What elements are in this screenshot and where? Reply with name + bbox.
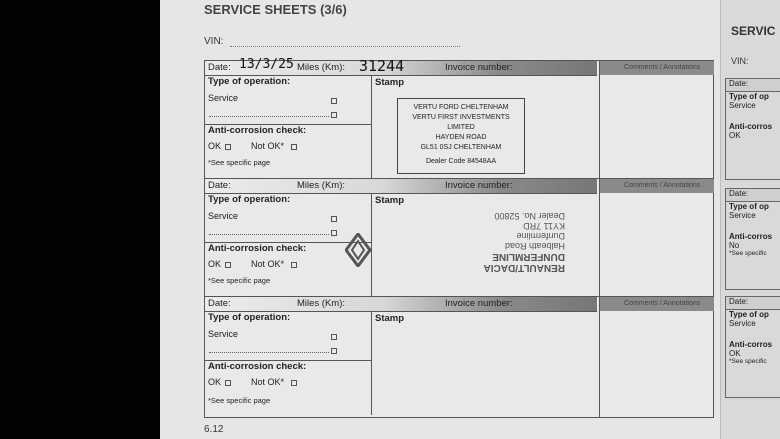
- stamp-line-3: HAYDEN ROAD: [435, 134, 487, 141]
- next-page-vin: VIN:: [731, 56, 749, 66]
- date-label: Date:: [208, 298, 231, 309]
- stamp-line-2: VERTU FIRST INVESTMENTS LIMITED: [412, 114, 510, 131]
- handwritten-date: 13/3/25: [239, 57, 294, 72]
- stamp-label: Stamp: [375, 195, 405, 206]
- ok-label: OK: [208, 377, 222, 387]
- renault-dealer-stamp: [385, 203, 565, 273]
- other-checkbox[interactable]: [331, 230, 337, 236]
- dealer-stamp: [397, 98, 525, 174]
- comments-column: [599, 297, 714, 417]
- invoice-label: Invoice number:: [445, 180, 513, 191]
- service-checkbox[interactable]: [331, 216, 337, 222]
- handwritten-miles: 31244: [359, 57, 405, 75]
- stamp-line-1: VERTU FORD CHELTENHAM: [413, 104, 509, 111]
- comments-header: Comments / Annotations: [600, 61, 714, 75]
- invoice-label: Invoice number:: [445, 298, 513, 309]
- service-entry-3: [204, 296, 714, 418]
- ren-stamp-line-1: RENAULT/DACIA: [483, 262, 565, 273]
- ren-stamp-line-4: Dunfermline: [516, 231, 565, 241]
- next-ok-label: OK: [729, 131, 741, 140]
- next-ok-label: OK: [729, 349, 741, 358]
- other-operation-line[interactable]: [209, 352, 329, 353]
- stamp-label: Stamp: [375, 77, 405, 88]
- miles-label: Miles (Km):: [297, 180, 346, 191]
- entry-header: [205, 297, 597, 312]
- ok-checkbox[interactable]: [225, 380, 231, 386]
- service-entry-2: [204, 178, 714, 298]
- anti-corrosion-label: Anti-corrosion check:: [208, 361, 307, 372]
- ok-label: OK: [208, 259, 222, 269]
- next-service-label: Service: [729, 319, 756, 328]
- type-of-operation-box: [205, 312, 371, 361]
- comments-column: [599, 179, 714, 297]
- ren-stamp-line-2: DUNFERMLINE: [492, 251, 565, 262]
- next-see-label: *See specific: [729, 358, 767, 365]
- not-ok-label: Not OK*: [251, 141, 285, 151]
- see-specific-page-note: *See specific page: [208, 276, 271, 285]
- ren-stamp-line-3: Halbeath Road: [504, 241, 565, 251]
- not-ok-checkbox[interactable]: [291, 144, 297, 150]
- service-checkbox[interactable]: [331, 334, 337, 340]
- service-label: Service: [208, 211, 239, 221]
- renault-logo-icon: [345, 233, 371, 267]
- see-specific-page-note: *See specific page: [208, 158, 271, 167]
- miles-label: Miles (Km):: [297, 62, 346, 73]
- next-page-entry-1: [725, 78, 780, 180]
- next-page-entry-2: [725, 188, 780, 290]
- type-of-operation-label: Type of operation:: [208, 312, 291, 323]
- sheet-title: SERVICE SHEETS (3/6): [204, 2, 347, 17]
- stamp-dealer-code: Dealer Code 84548AA: [425, 158, 497, 165]
- vin-label: VIN:: [204, 36, 224, 47]
- ren-stamp-line-6: Dealer No. 52800: [494, 211, 565, 221]
- entry-header: [205, 179, 597, 194]
- background-left: [0, 0, 160, 439]
- service-label: Service: [208, 93, 239, 103]
- next-type-label: Type of op: [729, 92, 769, 101]
- next-see-label: *See specific: [729, 250, 767, 257]
- next-date-label: Date:: [726, 297, 780, 310]
- comments-header: Comments / Annotations: [600, 179, 714, 193]
- next-anti-label: Anti-corros: [729, 122, 773, 131]
- stamp-label: Stamp: [375, 313, 405, 324]
- next-page-edge: [720, 0, 780, 439]
- next-service-label: Service: [729, 211, 756, 220]
- date-label: Date:: [208, 180, 231, 191]
- ren-stamp-line-5: KY11 7RD: [523, 221, 565, 231]
- vin-field[interactable]: [230, 46, 460, 47]
- ok-label: OK: [208, 141, 222, 151]
- type-of-operation-box: [205, 76, 371, 125]
- next-date-label: Date:: [726, 189, 780, 202]
- service-checkbox[interactable]: [331, 98, 337, 104]
- other-checkbox[interactable]: [331, 112, 337, 118]
- next-service-label: Service: [729, 101, 756, 110]
- date-label: Date:: [208, 62, 231, 73]
- not-ok-checkbox[interactable]: [291, 262, 297, 268]
- operation-column: [205, 312, 372, 415]
- next-date-label: Date:: [726, 79, 780, 92]
- stamp-line-4: GL51 0SJ CHELTENHAM: [420, 144, 502, 151]
- see-specific-page-note: *See specific page: [208, 396, 271, 405]
- type-of-operation-label: Type of operation:: [208, 76, 291, 87]
- not-ok-label: Not OK*: [251, 259, 285, 269]
- not-ok-label: Not OK*: [251, 377, 285, 387]
- next-type-label: Type of op: [729, 310, 769, 319]
- not-ok-checkbox[interactable]: [291, 380, 297, 386]
- page-number: 6.12: [204, 424, 224, 435]
- next-page-entry-3: [725, 296, 780, 398]
- next-anti-label: Anti-corros: [729, 340, 773, 349]
- next-anti-label: Anti-corros: [729, 232, 773, 241]
- comments-header: Comments / Annotations: [600, 297, 714, 311]
- other-checkbox[interactable]: [331, 348, 337, 354]
- invoice-label: Invoice number:: [445, 62, 513, 73]
- service-entry-1: [204, 57, 714, 180]
- next-page-title: SERVIC: [731, 24, 776, 38]
- miles-label: Miles (Km):: [297, 298, 346, 309]
- ok-checkbox[interactable]: [225, 262, 231, 268]
- service-sheet-page: [160, 0, 720, 439]
- ok-checkbox[interactable]: [225, 144, 231, 150]
- operation-column: [205, 76, 372, 179]
- anti-corrosion-label: Anti-corrosion check:: [208, 243, 307, 254]
- service-label: Service: [208, 329, 239, 339]
- other-operation-line[interactable]: [209, 234, 329, 235]
- other-operation-line[interactable]: [209, 116, 329, 117]
- next-no-label: No: [729, 241, 740, 250]
- comments-column: [599, 61, 714, 179]
- anti-corrosion-label: Anti-corrosion check:: [208, 125, 307, 136]
- next-type-label: Type of op: [729, 202, 769, 211]
- type-of-operation-label: Type of operation:: [208, 194, 291, 205]
